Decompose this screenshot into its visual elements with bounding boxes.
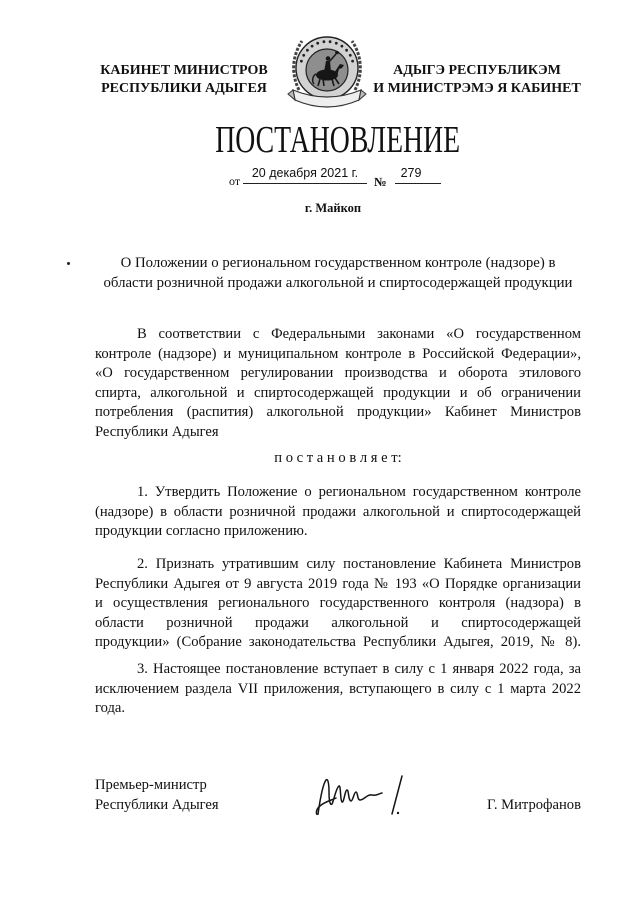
item-line: года. <box>95 700 126 716</box>
item-line: продукции согласно приложению. <box>95 523 308 539</box>
subject-line: области розничной продажи алкогольной и спиртосодержащей продукции <box>103 275 573 291</box>
item-line: продукции» (Собрание законодательства Республики Адыгея, 2019, № 8). <box>95 634 581 650</box>
document-number: 279 <box>400 166 422 180</box>
signatory-name: Г. Митрофанов <box>487 796 581 813</box>
document-date: 20 декабря 2021 г. <box>251 166 359 180</box>
preamble-paragraph <box>95 325 581 442</box>
item-line: 1. Утвердить Положение о региональном государственном контроле <box>137 484 581 500</box>
issue-city: г. Майкоп <box>304 201 362 215</box>
republic-emblem-icon <box>287 28 367 112</box>
number-underline <box>395 183 441 184</box>
signatory-position-line: Премьер-министр <box>95 777 207 793</box>
preamble-line: В соответствии с Федеральными законами «О государственном <box>137 326 581 342</box>
issuer-name-adyghe <box>366 62 588 98</box>
resolution-item <box>95 555 581 653</box>
resolution-item <box>95 660 581 719</box>
resolution-word <box>95 449 581 469</box>
issuer-name-line: РЕСПУБЛИКИ АДЫГЕЯ <box>101 81 267 96</box>
document-type-text: ПОСТАНОВЛЕНИЕ <box>215 119 461 161</box>
handwritten-signature-icon <box>312 770 407 822</box>
document-subject <box>95 253 581 293</box>
preamble-line: «О государственном регулировании производства и оборота этилового <box>95 365 581 381</box>
item-line: 2. Признать утратившим силу постановление Кабинета Министров <box>137 556 581 572</box>
issuer-name-line: И МИНИСТРЭМЭ Я КАБИНЕТ <box>373 81 581 96</box>
resolution-word-text: п о с т а н о в л я е т: <box>274 450 402 466</box>
document-type-title <box>95 118 581 162</box>
item-line: исключением раздела VII приложения, вступающего в силу с 1 марта 2022 <box>95 680 581 697</box>
signatory-position-line: Республики Адыгея <box>95 796 219 813</box>
issuer-name-line: КАБИНЕТ МИНИСТРОВ <box>100 63 268 78</box>
preamble-line: потребления (распития) алкогольной продукции» Кабинет Министров <box>95 404 581 420</box>
preamble-line: спирта, алкогольной и спиртосодержащей продукции и об ограничении <box>95 384 581 401</box>
item-line: и осуществления регионального государственного контроля (надзора) в <box>95 595 581 611</box>
date-prefix: от <box>229 174 241 188</box>
date-underline <box>243 183 367 184</box>
item-line: 3. Настоящее постановление вступает в силу с 1 января 2022 года, за <box>137 661 581 677</box>
preamble-line: Республики Адыгея <box>95 423 219 440</box>
item-line: (надзоре) в области розничной продажи алкогольной и спиртосодержащей <box>95 503 581 520</box>
scan-mark <box>67 262 70 265</box>
number-label: № <box>374 175 387 189</box>
issuer-name-line: АДЫГЭ РЕСПУБЛИКЭМ <box>393 63 561 78</box>
item-line: Республики Адыгея от 9 августа 2019 года № 193 «О Порядке организации <box>95 575 581 592</box>
issuer-name-russian <box>92 62 276 98</box>
preamble-line: контроле (надзоре) и муниципальном контроле в Российской Федерации», <box>95 345 581 362</box>
resolution-item <box>95 483 581 542</box>
subject-line: О Положении о региональном государственном контроле (надзоре) в <box>120 255 556 271</box>
signatory-position <box>95 776 295 815</box>
item-line: области розничной продажи алкогольной и спиртосодержащей <box>95 614 581 631</box>
